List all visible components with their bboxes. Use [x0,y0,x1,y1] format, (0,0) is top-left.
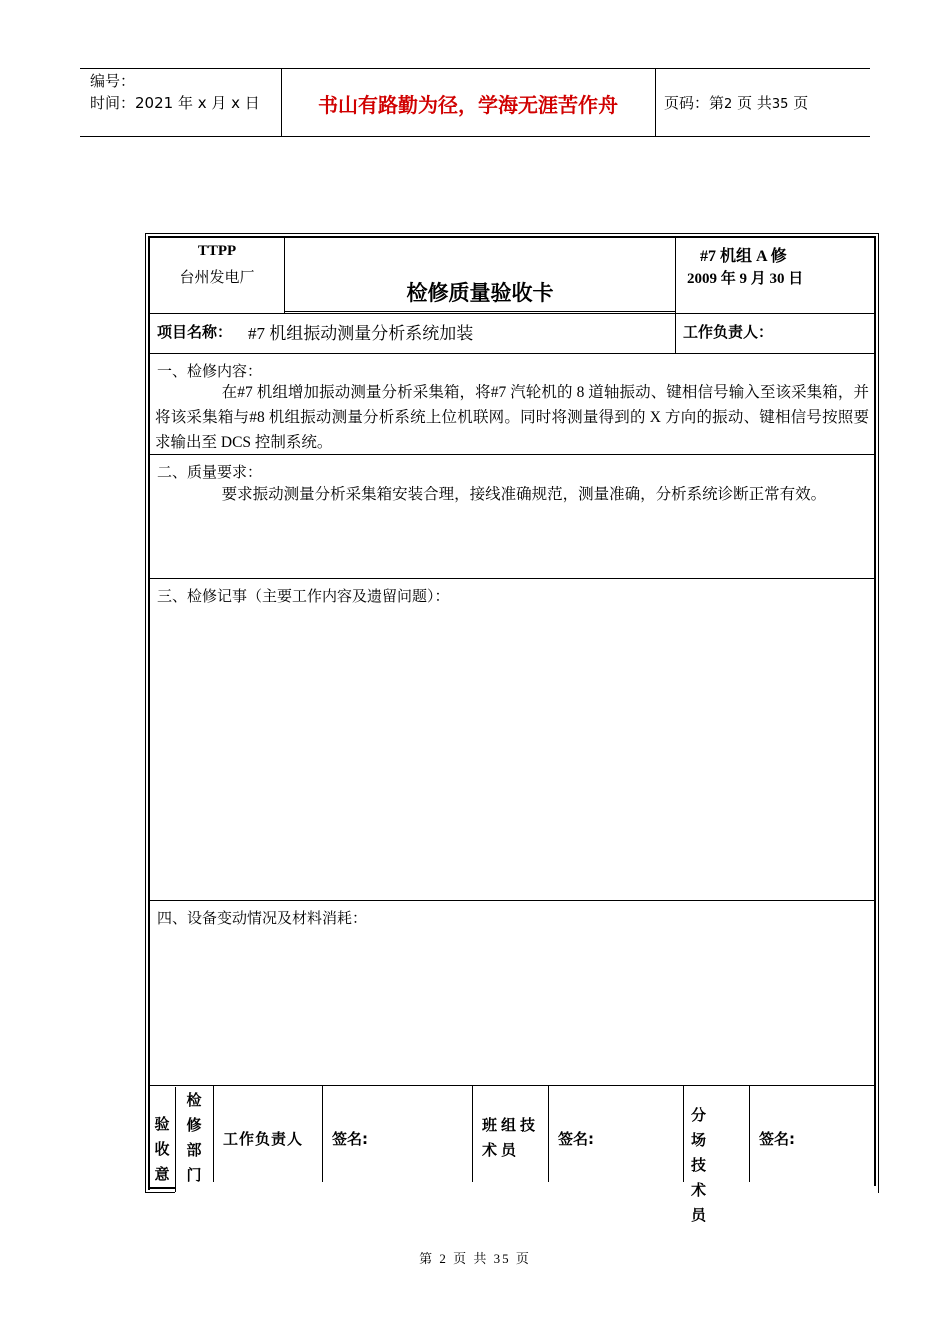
work-leader-cell: 工作负责人 [223,1130,304,1148]
section1-heading: 一、检修内容： [157,362,263,380]
section2-body: 要求振动测量分析采集箱安装合理，接线准确规范，测量准确，分析系统诊断正常有效。 [221,486,827,503]
serial-label: 编号： [90,72,136,90]
sign-field-1: 签名: [332,1130,368,1148]
section3-heading: 三、检修记事（主要工作内容及遗留问题）： [157,587,450,605]
section1-body: 在#7 机组增加振动测量分析采集箱，将#7 汽轮机的 8 道轴振动、键相信号输入至该采集箱，并将该采集箱与#8 机组振动测量分析系统上位机联网。同时将测量得到的 X 方向的振动、键相信号按照要求输出至 DCS 控制系统。 [155,384,869,451]
section4-heading: 四、设备变动情况及材料消耗： [157,909,368,927]
header-motto: 书山有路勤为径，学海无涯苦作舟 [318,92,618,117]
sign-field-3: 签名: [759,1130,795,1148]
header-page-number: 页码：第2 页 共35 页 [664,94,809,112]
team-tech-label: 班组技术员 [482,1116,540,1159]
unit-label: #7 机组 A 修 [700,248,787,265]
card-title: 检修质量验收卡 [406,281,554,305]
page-current: 2 [724,97,733,112]
org-name: 台州发电厂 [179,268,255,286]
org-code: TTPP [197,243,237,259]
header-meta [90,70,260,114]
page-footer: 第 2 页 共 35 页 [419,1251,531,1266]
card-date: 2009 年 9 月 30 日 [687,271,804,287]
project-name: #7 机组振动测量分析系统加装 [248,324,474,343]
footer-page-current: 2 [439,1251,448,1266]
work-leader-label: 工作负责人： [683,323,774,341]
footer-page-total: 35 [493,1251,511,1266]
page-total: 35 [771,97,789,112]
project-label: 项目名称： [157,323,233,341]
time-label: 时间：2021 年 x 月 x 日 [90,94,260,112]
accept-opinion-label: 验收意 [154,1115,170,1183]
site-tech-label: 分场技术员 [691,1106,721,1224]
sign-field-2: 签名: [558,1130,594,1148]
dept-label: 检修部门 [186,1091,202,1184]
section2-heading: 二、质量要求： [157,463,263,481]
